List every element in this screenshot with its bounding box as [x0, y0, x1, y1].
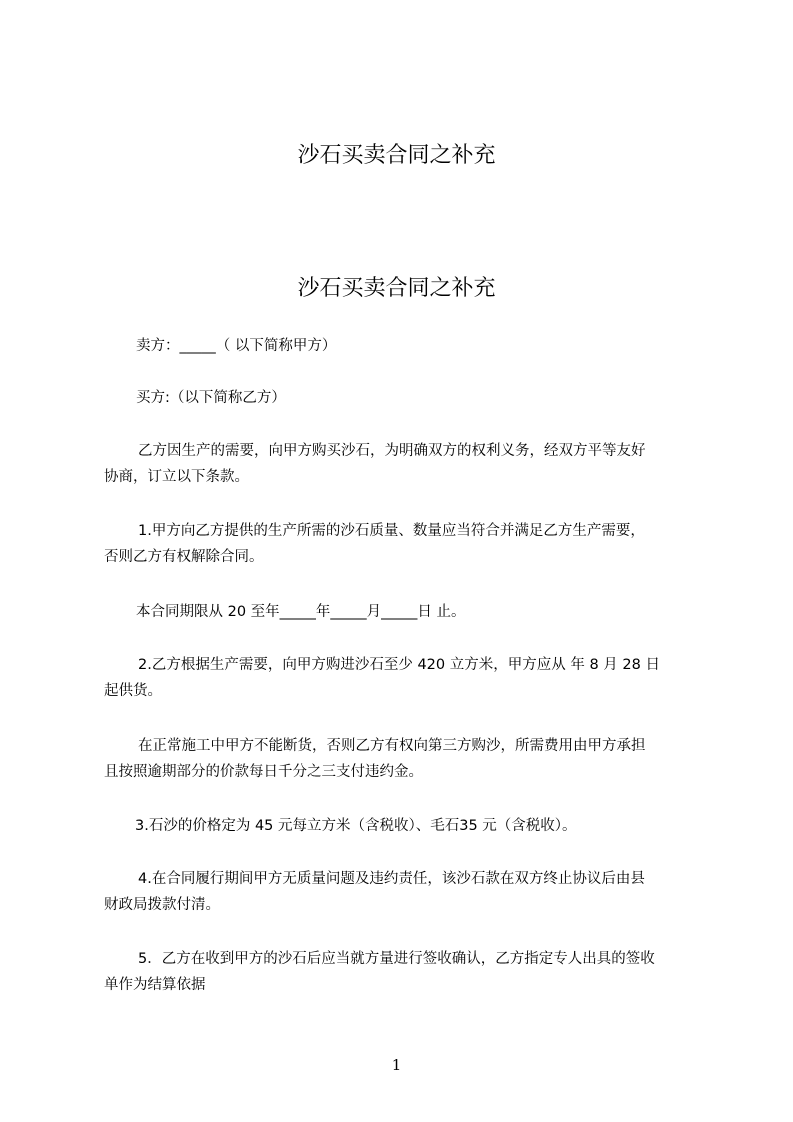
clause-3: 3.石沙的价格定为 45 元每立方米（含税收）、毛石35 元（含税收）。: [135, 818, 577, 834]
clause-1-line-2: 否则乙方有权解除合同。: [104, 549, 264, 565]
main-title: 沙石买卖合同之补充: [297, 276, 496, 301]
intro-paragraph: [104, 438, 704, 490]
clause-5: [104, 946, 704, 998]
clause-2: [104, 652, 704, 704]
clause-2-line-1: 2.乙方根据生产需要，向甲方购进沙石至少 420 立方米，甲方应从 年 8 月 28 日: [138, 657, 660, 673]
clause-5-line-1: 5．乙方在收到甲方的沙石后应当就方量进行签收确认，乙方指定专人出具的签收: [138, 951, 655, 967]
clause-4-line-2: 财政局拨款付清。: [104, 897, 220, 913]
contract-term: 本合同期限从 20 至年_____年_____月_____日 止。: [136, 604, 466, 620]
supply-line-2: 且按照逾期部分的价款每日千分之三支付违约金。: [104, 764, 423, 780]
header-title: 沙石买卖合同之补充: [297, 143, 496, 168]
intro-line-1: 乙方因生产的需要，向甲方购买沙石，为明确双方的权利义务，经双方平等友好: [138, 443, 646, 459]
supply-line-1: 在正常施工中甲方不能断货，否则乙方有权向第三方购沙，所需费用由甲方承担: [138, 738, 646, 754]
clause-4-line-1: 4.在合同履行期间甲方无质量问题及违约责任，该沙石款在双方终止协议后由县: [138, 871, 645, 887]
intro-line-2: 协商，订立以下条款。: [104, 469, 249, 485]
buyer-line: 买方:（以下简称乙方）: [136, 390, 286, 406]
clause-1-line-1: 1.甲方向乙方提供的生产所需的沙石质量、数量应当符合并满足乙方生产需要，: [138, 523, 645, 539]
supply-paragraph: [104, 733, 704, 785]
clause-1: [104, 518, 704, 570]
clause-2-line-2: 起供货。: [104, 683, 162, 699]
seller-line: 卖方：_____（ 以下简称甲方）: [136, 338, 337, 354]
clause-5-line-2: 单作为结算依据: [104, 977, 206, 993]
page-number: 1: [391, 1056, 402, 1074]
clause-4: [104, 866, 704, 918]
